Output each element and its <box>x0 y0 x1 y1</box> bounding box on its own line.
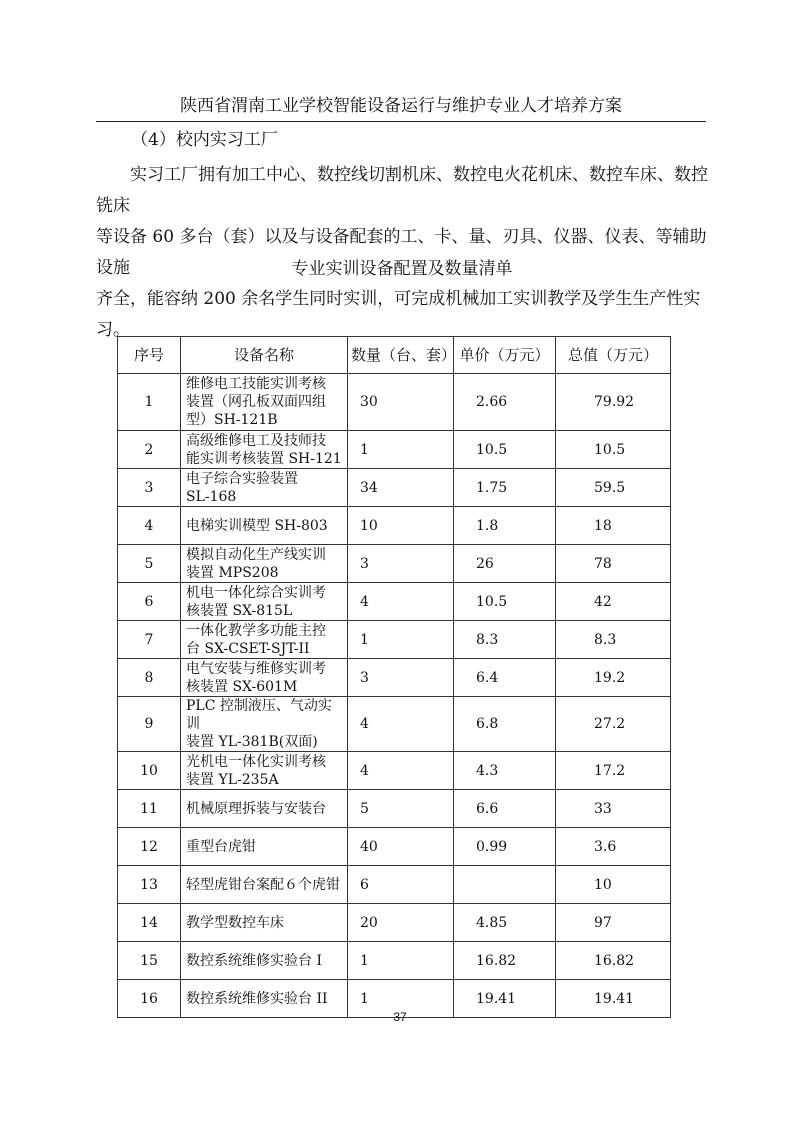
header-no: 序号 <box>118 337 181 374</box>
cell-no: 9 <box>118 697 181 752</box>
cell-price: 2.66 <box>454 374 556 431</box>
cell-no: 1 <box>118 374 181 431</box>
cell-no: 14 <box>118 904 181 942</box>
cell-total: 78 <box>556 545 671 583</box>
cell-total: 3.6 <box>556 828 671 866</box>
header-title: 陕西省渭南工业学校智能设备运行与维护专业人才培养方案 <box>180 96 622 116</box>
cell-name <box>181 469 348 507</box>
cell-name <box>181 828 348 866</box>
cell-name <box>181 621 348 659</box>
cell-qty: 3 <box>348 659 454 697</box>
table-row <box>118 621 671 659</box>
cell-name-line: 机械原理拆装与安装台 <box>186 800 326 817</box>
cell-price: 26 <box>454 545 556 583</box>
cell-no: 4 <box>118 507 181 545</box>
cell-name <box>181 431 348 469</box>
cell-name-line: PLC 控制液压、气动实训 <box>186 698 332 732</box>
table-body <box>118 374 671 1018</box>
cell-no: 8 <box>118 659 181 697</box>
cell-price: 6.6 <box>454 790 556 828</box>
table-row <box>118 545 671 583</box>
cell-qty: 40 <box>348 828 454 866</box>
equipment-table <box>117 336 671 1018</box>
cell-name-line: 核装置 SX-601M <box>186 678 298 695</box>
cell-name-line: 一体化教学多功能主控 <box>186 622 326 639</box>
cell-total: 59.5 <box>556 469 671 507</box>
cell-name <box>181 545 348 583</box>
paragraph-line: 齐全，能容纳 200 余名学生同时实训，可完成机械加工实训教学及学生生产性实习。 <box>96 289 701 340</box>
intro-paragraph <box>96 160 708 346</box>
table-row <box>118 904 671 942</box>
cell-total: 19.2 <box>556 659 671 697</box>
cell-price: 1.8 <box>454 507 556 545</box>
table-row <box>118 469 671 507</box>
cell-name-line: 装置 YL-381B(双面) <box>186 734 318 750</box>
cell-qty: 4 <box>348 752 454 790</box>
table-row <box>118 374 671 431</box>
cell-price: 0.99 <box>454 828 556 866</box>
table-header-row <box>118 337 671 374</box>
cell-price: 4.85 <box>454 904 556 942</box>
cell-total: 42 <box>556 583 671 621</box>
cell-name <box>181 866 348 904</box>
cell-total: 97 <box>556 904 671 942</box>
table-row <box>118 942 671 980</box>
section-heading: （4）校内实习工厂 <box>131 130 278 150</box>
cell-qty: 20 <box>348 904 454 942</box>
cell-price: 6.8 <box>454 697 556 752</box>
cell-qty: 6 <box>348 866 454 904</box>
cell-name <box>181 507 348 545</box>
cell-qty: 3 <box>348 545 454 583</box>
page-header <box>96 91 706 122</box>
cell-name-line: 数控系统维修实验台 I <box>186 952 322 969</box>
cell-name-line: 机电一体化综合实训考 <box>186 584 326 601</box>
table-row <box>118 431 671 469</box>
cell-total: 19.41 <box>556 980 671 1018</box>
cell-name-line: 电梯实训模型 SH-803 <box>186 517 328 534</box>
page-number: 37 <box>393 1010 407 1024</box>
cell-qty: 5 <box>348 790 454 828</box>
cell-no: 7 <box>118 621 181 659</box>
header-qty: 数量（台、套） <box>348 337 454 374</box>
cell-price: 8.3 <box>454 621 556 659</box>
cell-name-line: 维修电工技能实训考核 <box>186 376 326 392</box>
cell-total: 10.5 <box>556 431 671 469</box>
cell-no: 5 <box>118 545 181 583</box>
cell-name-line: 电气安装与维修实训考 <box>186 660 326 677</box>
cell-no: 2 <box>118 431 181 469</box>
cell-total: 10 <box>556 866 671 904</box>
table-row <box>118 583 671 621</box>
cell-name-line: 电子综合实验装置 <box>186 470 298 487</box>
cell-name-line: 光机电一体化实训考核 <box>186 753 326 770</box>
table-row <box>118 659 671 697</box>
header-price: 单价（万元） <box>454 337 556 374</box>
cell-name <box>181 583 348 621</box>
header-total: 总值（万元） <box>556 337 671 374</box>
cell-name-line: 装置（网孔板双面四组 <box>186 394 326 410</box>
cell-qty: 1 <box>348 942 454 980</box>
cell-no: 15 <box>118 942 181 980</box>
cell-no: 10 <box>118 752 181 790</box>
table-row <box>118 507 671 545</box>
table-row <box>118 828 671 866</box>
cell-total: 79.92 <box>556 374 671 431</box>
cell-price: 10.5 <box>454 431 556 469</box>
cell-price: 16.82 <box>454 942 556 980</box>
cell-name-line: SL-168 <box>186 488 237 505</box>
cell-price <box>454 866 556 904</box>
cell-no: 12 <box>118 828 181 866</box>
cell-name-line: 装置 MPS208 <box>186 564 279 581</box>
header-name: 设备名称 <box>181 337 348 374</box>
paragraph-line: 等设备 60 多台（套）以及与设备配套的工、卡、量、刃具、仪器、仪表、等辅助设施 <box>96 227 707 278</box>
cell-name <box>181 374 348 431</box>
cell-price: 4.3 <box>454 752 556 790</box>
cell-name-line: 能实训考核装置 SH-121 <box>186 450 342 467</box>
cell-name-line: 装置 YL-235A <box>186 771 279 788</box>
cell-qty: 30 <box>348 374 454 431</box>
table-row <box>118 752 671 790</box>
cell-name <box>181 942 348 980</box>
cell-name-line: 模拟自动化生产线实训 <box>186 546 326 563</box>
cell-name-line: 高级维修电工及技师技 <box>186 432 326 449</box>
cell-total: 27.2 <box>556 697 671 752</box>
cell-total: 8.3 <box>556 621 671 659</box>
cell-qty: 4 <box>348 583 454 621</box>
table-row <box>118 697 671 752</box>
cell-price: 1.75 <box>454 469 556 507</box>
cell-name-line: 台 SX-CSET-SJT-II <box>186 640 310 657</box>
cell-total: 18 <box>556 507 671 545</box>
cell-name-line: 轻型虎钳台案配６个虎钳 <box>186 876 340 893</box>
cell-name-line: 数控系统维修实验台 II <box>186 990 328 1007</box>
cell-name <box>181 697 348 752</box>
paragraph-line: 实习工厂拥有加工中心、数控线切割机床、数控电火花机床、数控车床、数控铣床 <box>96 165 708 216</box>
cell-no: 3 <box>118 469 181 507</box>
cell-name <box>181 790 348 828</box>
cell-name-line: 重型台虎钳 <box>186 838 256 855</box>
cell-name <box>181 904 348 942</box>
cell-no: 16 <box>118 980 181 1018</box>
cell-name <box>181 752 348 790</box>
cell-qty: 1 <box>348 621 454 659</box>
cell-no: 13 <box>118 866 181 904</box>
cell-qty: 1 <box>348 431 454 469</box>
cell-name-line: 型）SH-121B <box>186 412 278 428</box>
cell-no: 6 <box>118 583 181 621</box>
cell-qty: 4 <box>348 697 454 752</box>
cell-no: 11 <box>118 790 181 828</box>
cell-total: 33 <box>556 790 671 828</box>
cell-name-line: 教学型数控车床 <box>186 914 284 931</box>
table-row <box>118 866 671 904</box>
cell-total: 17.2 <box>556 752 671 790</box>
cell-price: 6.4 <box>454 659 556 697</box>
table-caption: 专业实训设备配置及数量清单 <box>291 259 513 279</box>
table-row <box>118 790 671 828</box>
cell-price: 10.5 <box>454 583 556 621</box>
cell-price: 19.41 <box>454 980 556 1018</box>
cell-qty: 10 <box>348 507 454 545</box>
cell-qty: 34 <box>348 469 454 507</box>
cell-name <box>181 659 348 697</box>
cell-total: 16.82 <box>556 942 671 980</box>
cell-name-line: 核装置 SX-815L <box>186 602 293 619</box>
cell-qty: 1 <box>348 980 454 1018</box>
